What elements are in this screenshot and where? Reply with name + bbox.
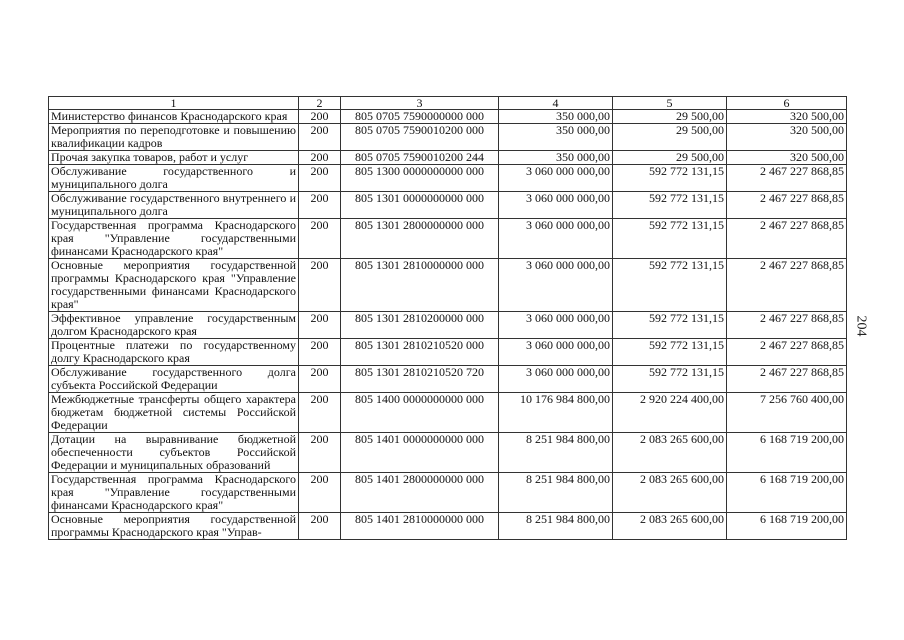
column-header: 6 (727, 97, 847, 110)
row-amount-cell: 592 772 131,15 (613, 339, 727, 366)
row-amount-cell: 592 772 131,15 (613, 312, 727, 339)
row-amount-cell: 6 168 719 200,00 (727, 473, 847, 513)
row-amount-cell: 6 168 719 200,00 (727, 513, 847, 540)
table-row (49, 124, 847, 151)
row-name-cell: Обслуживание государственного долга субъекта Российской Федерации (49, 366, 299, 393)
row-amount-cell: 3 060 000 000,00 (499, 165, 613, 192)
row-classification-cell: 805 1301 2810210520 000 (341, 339, 499, 366)
row-code-cell: 200 (299, 433, 341, 473)
row-amount-cell: 592 772 131,15 (613, 165, 727, 192)
table-row (49, 393, 847, 433)
row-amount-cell: 592 772 131,15 (613, 259, 727, 312)
row-classification-cell: 805 1301 2800000000 000 (341, 219, 499, 259)
row-name-cell: Основные мероприятия государственной программы Краснодарского края "Управ- (49, 513, 299, 540)
budget-table (48, 96, 847, 540)
row-code-cell: 200 (299, 192, 341, 219)
row-name-cell: Обслуживание государственного внутреннего и муниципального долга (49, 192, 299, 219)
row-amount-cell: 8 251 984 800,00 (499, 433, 613, 473)
row-amount-cell: 2 083 265 600,00 (613, 433, 727, 473)
row-code-cell: 200 (299, 312, 341, 339)
row-amount-cell: 2 467 227 868,85 (727, 219, 847, 259)
row-name-cell: Обслуживание государственного и муниципального долга (49, 165, 299, 192)
table-row (49, 219, 847, 259)
row-classification-cell: 805 1400 0000000000 000 (341, 393, 499, 433)
row-amount-cell: 6 168 719 200,00 (727, 433, 847, 473)
row-amount-cell: 350 000,00 (499, 151, 613, 165)
row-classification-cell: 805 1401 2800000000 000 (341, 473, 499, 513)
row-amount-cell: 3 060 000 000,00 (499, 219, 613, 259)
row-name-cell: Процентные платежи по государственному долгу Краснодарского края (49, 339, 299, 366)
table-row (49, 259, 847, 312)
row-code-cell: 200 (299, 165, 341, 192)
row-classification-cell: 805 0705 7590010200 000 (341, 124, 499, 151)
row-classification-cell: 805 1301 0000000000 000 (341, 192, 499, 219)
row-amount-cell: 3 060 000 000,00 (499, 366, 613, 393)
row-amount-cell: 2 467 227 868,85 (727, 312, 847, 339)
row-code-cell: 200 (299, 513, 341, 540)
row-amount-cell: 2 467 227 868,85 (727, 165, 847, 192)
table-row (49, 192, 847, 219)
row-code-cell: 200 (299, 339, 341, 366)
row-classification-cell: 805 0705 7590000000 000 (341, 110, 499, 124)
row-amount-cell: 8 251 984 800,00 (499, 513, 613, 540)
row-amount-cell: 2 467 227 868,85 (727, 192, 847, 219)
table-row (49, 473, 847, 513)
row-name-cell: Основные мероприятия государственной программы Краснодарского края "Управление государственными финансами Краснодарского края" (49, 259, 299, 312)
row-amount-cell: 320 500,00 (727, 124, 847, 151)
row-name-cell: Министерство финансов Краснодарского края (49, 110, 299, 124)
row-amount-cell: 3 060 000 000,00 (499, 312, 613, 339)
row-amount-cell: 10 176 984 800,00 (499, 393, 613, 433)
table-row (49, 110, 847, 124)
row-amount-cell: 320 500,00 (727, 151, 847, 165)
row-name-cell: Государственная программа Краснодарского края "Управление государственными финансами Краснодарского края" (49, 219, 299, 259)
row-code-cell: 200 (299, 259, 341, 312)
row-code-cell: 200 (299, 393, 341, 433)
row-classification-cell: 805 0705 7590010200 244 (341, 151, 499, 165)
row-amount-cell: 8 251 984 800,00 (499, 473, 613, 513)
row-amount-cell: 29 500,00 (613, 124, 727, 151)
row-code-cell: 200 (299, 151, 341, 165)
column-header: 3 (341, 97, 499, 110)
column-header: 5 (613, 97, 727, 110)
row-classification-cell: 805 1401 2810000000 000 (341, 513, 499, 540)
header-row (49, 97, 847, 110)
table-row (49, 151, 847, 165)
page-number: 204 (853, 315, 869, 337)
row-classification-cell: 805 1301 2810210520 720 (341, 366, 499, 393)
row-name-cell: Мероприятия по переподготовке и повышению квалификации кадров (49, 124, 299, 151)
row-name-cell: Межбюджетные трансферты общего характера бюджетам бюджетной системы Российской Федерации (49, 393, 299, 433)
row-classification-cell: 805 1401 0000000000 000 (341, 433, 499, 473)
table-row (49, 165, 847, 192)
row-amount-cell: 592 772 131,15 (613, 366, 727, 393)
row-name-cell: Эффективное управление государственным долгом Краснодарского края (49, 312, 299, 339)
row-amount-cell: 29 500,00 (613, 151, 727, 165)
row-code-cell: 200 (299, 110, 341, 124)
table-row (49, 513, 847, 540)
row-name-cell: Прочая закупка товаров, работ и услуг (49, 151, 299, 165)
row-name-cell: Государственная программа Краснодарского края "Управление государственными финансами Краснодарского края" (49, 473, 299, 513)
column-header: 1 (49, 97, 299, 110)
row-amount-cell: 7 256 760 400,00 (727, 393, 847, 433)
row-amount-cell: 2 467 227 868,85 (727, 366, 847, 393)
row-amount-cell: 2 083 265 600,00 (613, 513, 727, 540)
row-amount-cell: 2 467 227 868,85 (727, 339, 847, 366)
row-amount-cell: 3 060 000 000,00 (499, 259, 613, 312)
row-amount-cell: 320 500,00 (727, 110, 847, 124)
row-code-cell: 200 (299, 473, 341, 513)
row-amount-cell: 2 467 227 868,85 (727, 259, 847, 312)
row-amount-cell: 3 060 000 000,00 (499, 339, 613, 366)
row-amount-cell: 592 772 131,15 (613, 192, 727, 219)
row-amount-cell: 350 000,00 (499, 124, 613, 151)
table-row (49, 312, 847, 339)
row-amount-cell: 3 060 000 000,00 (499, 192, 613, 219)
column-header: 4 (499, 97, 613, 110)
column-header: 2 (299, 97, 341, 110)
table-row (49, 339, 847, 366)
row-amount-cell: 350 000,00 (499, 110, 613, 124)
row-classification-cell: 805 1301 2810000000 000 (341, 259, 499, 312)
table-row (49, 433, 847, 473)
row-classification-cell: 805 1300 0000000000 000 (341, 165, 499, 192)
row-amount-cell: 2 920 224 400,00 (613, 393, 727, 433)
row-amount-cell: 2 083 265 600,00 (613, 473, 727, 513)
row-amount-cell: 592 772 131,15 (613, 219, 727, 259)
row-amount-cell: 29 500,00 (613, 110, 727, 124)
row-code-cell: 200 (299, 366, 341, 393)
row-classification-cell: 805 1301 2810200000 000 (341, 312, 499, 339)
row-code-cell: 200 (299, 124, 341, 151)
row-name-cell: Дотации на выравнивание бюджетной обеспеченности субъектов Российской Федерации и муниципальных образований (49, 433, 299, 473)
table-row (49, 366, 847, 393)
row-code-cell: 200 (299, 219, 341, 259)
